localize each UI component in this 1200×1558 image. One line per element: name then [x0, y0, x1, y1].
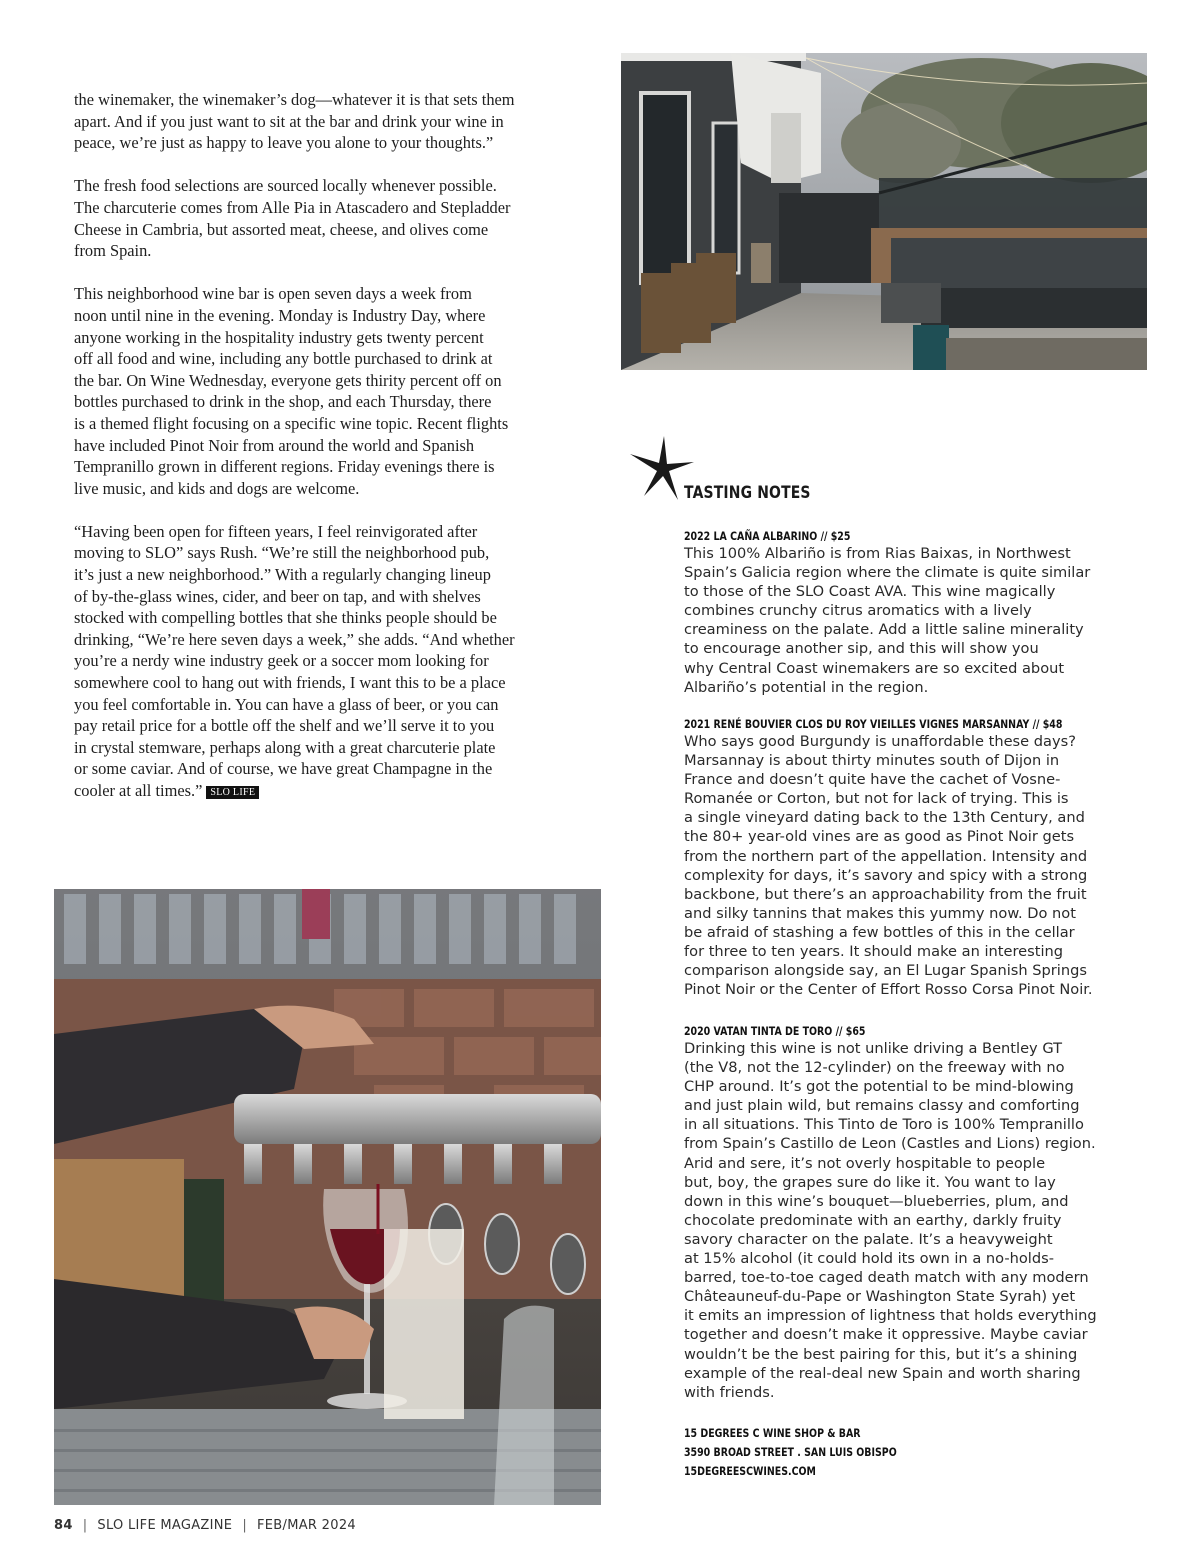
text-line: for three to ten years. It should make an interesting	[684, 943, 1064, 961]
text-line: the 80+ year-old vines are as good as Pinot Noir gets	[684, 828, 1075, 846]
text-line: apart. And if you just want to sit at the bar and drink your wine in	[74, 111, 504, 131]
page-footer	[54, 1518, 356, 1533]
text-line-last	[74, 780, 562, 802]
text-line: from Spain’s Castillo de Leon (Castles and Lions) region.	[684, 1135, 1096, 1153]
text-line: from the northern part of the appellation. Intensity and	[684, 847, 1088, 865]
article-column	[74, 89, 562, 823]
wine-description	[684, 544, 1154, 697]
text-line: combines crunchy citrus aromatics with a lively	[684, 602, 1032, 620]
text-line: comparison alongside say, an El Lugar Spanish Springs	[684, 962, 1087, 980]
text-line: a single vineyard dating back to the 13th Century, and	[684, 809, 1085, 827]
text-line: of by-the-glass wines, cider, and beer on tap, and with shelves	[74, 586, 481, 606]
text-line: Who says good Burgundy is unaffordable these days?	[684, 733, 1076, 750]
text-line: Pinot Noir or the Center of Effort Rosso Corsa Pinot Noir.	[684, 981, 1093, 999]
shop-website: 15DEGREESCWINES.COM	[684, 1464, 816, 1478]
text-line: anyone working in the hospitality industry gets twenty percent	[74, 327, 484, 347]
wine-description	[684, 732, 1154, 999]
text-line: Tempranillo grown in different regions. Friday evenings there is	[74, 457, 495, 477]
text-line: example of the real-deal new Spain and worth sharing	[684, 1364, 1081, 1382]
text-line: This 100% Albariño is from Rias Baixas, in Northwest	[684, 545, 1071, 562]
wine-title: 2022 LA CAÑA ALBARINO // $25	[684, 529, 851, 543]
wine-title: 2020 VATAN TINTA DE TORO // $65	[684, 1024, 866, 1038]
text-line: This neighborhood wine bar is open seven days a week from	[74, 284, 472, 304]
page-number: 84	[54, 1518, 73, 1533]
text-line: chocolate predominate with an earthy, darkly fruity	[684, 1211, 1062, 1229]
text-line: Spain’s Galicia region where the climate is quite similar	[684, 564, 1091, 582]
text-line: Albariño’s potential in the region.	[684, 678, 929, 696]
issue-date: FEB/MAR 2024	[257, 1518, 356, 1533]
text-line: have included Pinot Noir from around the world and Spanish	[74, 435, 475, 455]
tasting-notes-heading: TASTING NOTES	[684, 483, 811, 503]
wine-description	[684, 1039, 1154, 1402]
text-line: savory character on the palate. It’s a heavyweight	[684, 1230, 1053, 1248]
text-line: (the V8, not the 12-cylinder) on the freeway with no	[684, 1059, 1065, 1077]
text-line: Cheese in Cambria, but assorted meat, cheese, and olives come	[74, 219, 489, 239]
text-line: you’re a nerdy wine industry geek or a soccer mom looking for	[74, 651, 489, 671]
text-line: and just plain wild, but remains classy and comforting	[684, 1097, 1080, 1115]
text-line: live music, and kids and dogs are welcome.	[74, 478, 360, 498]
text-line: drinking, “We’re here seven days a week,” she adds. “And whether	[74, 629, 515, 649]
footer-separator: |	[82, 1518, 88, 1533]
text-line: in all situations. This Tinto de Toro is 100% Tempranillo	[684, 1116, 1084, 1134]
text-line: Châteauneuf-du-Pape or Washington State Syrah) yet	[684, 1288, 1076, 1306]
text-line: moving to SLO” says Rush. “We’re still the neighborhood pub,	[74, 543, 490, 563]
text-line: it’s just a new neighborhood.” With a regularly changing lineup	[74, 565, 491, 585]
text-line: barred, toe-to-toe caged death match with any modern	[684, 1269, 1089, 1287]
text-line: why Central Coast winemakers are so excited about	[684, 659, 1065, 677]
footer-separator: |	[242, 1518, 248, 1533]
wine-note	[684, 528, 1154, 697]
text-line: complexity for days, it’s savory and spicy with a strong	[684, 866, 1088, 884]
text-line: the winemaker, the winemaker’s dog—whatever it is that sets them	[74, 90, 515, 109]
text-line: pay retail price for a bottle off the shelf and we’ll serve it to you	[74, 716, 495, 736]
text-line: Marsannay is about thirty minutes south of Dijon in	[684, 752, 1060, 770]
magazine-name: SLO LIFE MAGAZINE	[97, 1518, 233, 1533]
text-line: with friends.	[684, 1383, 775, 1401]
text-line: CHP around. It’s got the potential to be mind-blowing	[684, 1078, 1074, 1096]
text-line: peace, we’re just as happy to leave you alone to your thoughts.”	[74, 133, 494, 153]
shop-address: 3590 BROAD STREET . SAN LUIS OBISPO	[684, 1445, 897, 1459]
text-line: you feel comfortable in. You can have a glass of beer, or you can	[74, 694, 499, 714]
end-mark-badge: SLO LIFE	[206, 786, 259, 799]
text-line: The charcuterie comes from Alle Pia in Atascadero and Stepladder	[74, 197, 511, 217]
text-line: or some caviar. And of course, we have great Champagne in the	[74, 759, 493, 779]
text-line: to those of the SLO Coast AVA. This wine magically	[684, 583, 1056, 601]
wine-note	[684, 1023, 1154, 1402]
text-line: from Spain.	[74, 241, 152, 261]
text-line: bottles purchased to drink in the shop, and each Thursday, there	[74, 392, 492, 412]
text-line: Drinking this wine is not unlike driving a Bentley GT	[684, 1040, 1063, 1057]
wine-note	[684, 716, 1154, 999]
text-line: it emits an impression of lightness that holds everything	[684, 1307, 1097, 1325]
text-line: together and doesn’t make it oppressive. Maybe caviar	[684, 1326, 1088, 1344]
text-line: off all food and wine, including any bottle purchased to drink at	[74, 349, 493, 369]
text-line: Romanée or Corton, but not for lack of trying. This is	[684, 790, 1069, 808]
paragraph	[74, 89, 562, 154]
text-line: noon until nine in the evening. Monday is Industry Day, where	[74, 305, 486, 325]
text-line: The fresh food selections are sourced locally whenever possible.	[74, 176, 497, 196]
paragraph	[74, 521, 562, 802]
wine-title: 2021 RENÉ BOUVIER CLOS DU ROY VIEILLES VIGNES MARSANNAY // $48	[684, 717, 1063, 731]
text-line: Arid and sere, it’s not overly hospitable to people	[684, 1154, 1046, 1172]
text-line: “Having been open for fifteen years, I feel reinvigorated after	[74, 521, 478, 541]
paragraph	[74, 283, 562, 499]
text-line: somewhere cool to hang out with friends, I want this to be a place	[74, 673, 506, 693]
text-line: the bar. On Wine Wednesday, everyone gets thirity percent off on	[74, 370, 502, 390]
text-line: wouldn’t be the best pairing for this, but it’s a shining	[684, 1345, 1078, 1363]
text-line: and silky tannins that makes this yummy now. Do not	[684, 904, 1076, 922]
text-line: stocked with compelling bottles that she thinks people should be	[74, 608, 497, 628]
text-line: France and doesn’t quite have the cachet of Vosne-	[684, 771, 1061, 789]
text-line: be afraid of stashing a few bottles of this in the cellar	[684, 923, 1075, 941]
text-line: at 15% alcohol (it could hold its own in a no-holds-	[684, 1250, 1054, 1268]
text-line: in crystal stemware, perhaps along with a great charcuterie plate	[74, 737, 496, 757]
text-line: is a themed flight focusing on a specific wine topic. Recent flights	[74, 413, 509, 433]
last-line-text: cooler at all times.”	[74, 781, 203, 800]
shop-name: 15 DEGREES C WINE SHOP & BAR	[684, 1426, 861, 1440]
patio-photo	[621, 53, 1147, 370]
wine-tap-photo	[54, 889, 601, 1505]
text-line: to encourage another sip, and this will show you	[684, 640, 1039, 658]
text-line: down in this wine’s bouquet—blueberries, plum, and	[684, 1192, 1069, 1210]
text-line: but, boy, the grapes sure do like it. You want to lay	[684, 1173, 1056, 1191]
text-line: creaminess on the palate. Add a little saline minerality	[684, 621, 1084, 639]
shop-info	[684, 1424, 897, 1481]
text-line: backbone, but there’s an approachability from the fruit	[684, 885, 1087, 903]
paragraph	[74, 175, 562, 261]
